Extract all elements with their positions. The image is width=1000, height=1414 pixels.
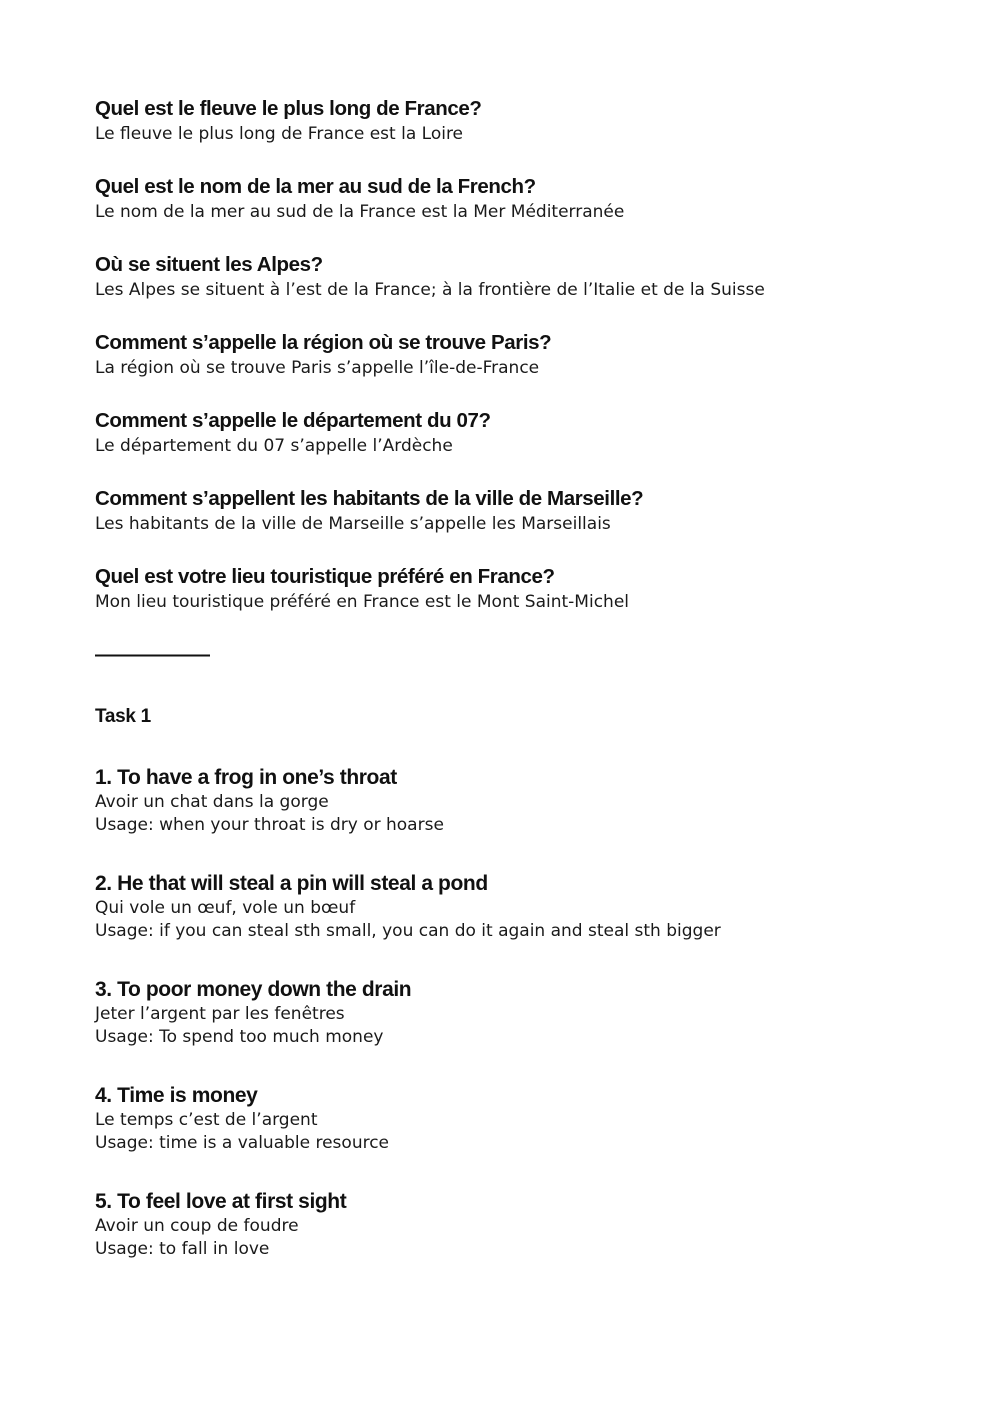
idiom-title: 2. He that will steal a pin will steal a pond (95, 872, 488, 895)
answer-text: Mon lieu touristique préféré en France est le Mont Saint-Michel (95, 592, 629, 612)
idiom-title: 1. To have a frog in one’s throat (95, 766, 397, 789)
idiom-title: 4. Time is money (95, 1084, 258, 1107)
qa-item (95, 486, 955, 536)
task-title: Task 1 (95, 706, 151, 727)
idiom-list (95, 764, 955, 1261)
qa-item (95, 96, 955, 146)
idiom-usage: Usage: when your throat is dry or hoarse (95, 815, 444, 835)
section-divider: —————— (95, 644, 209, 666)
idiom-usage: Usage: if you can steal sth small, you can do it again and steal sth bigger (95, 921, 721, 941)
idiom-usage: Usage: to fall in love (95, 1239, 270, 1259)
idiom-item (95, 1188, 955, 1261)
idiom-french: Avoir un coup de foudre (95, 1216, 299, 1236)
idiom-french: Le temps c’est de l’argent (95, 1110, 318, 1130)
idiom-item (95, 976, 955, 1049)
qa-item (95, 252, 955, 302)
idiom-item (95, 1082, 955, 1155)
answer-text: Le département du 07 s’appelle l’Ardèche (95, 436, 453, 456)
question-heading: Où se situent les Alpes? (95, 253, 323, 276)
qa-item (95, 174, 955, 224)
qa-item (95, 330, 955, 380)
document-page (95, 96, 955, 1294)
question-heading: Quel est le nom de la mer au sud de la French? (95, 175, 536, 198)
answer-text: Les Alpes se situent à l’est de la France; à la frontière de l’Italie et de la Suisse (95, 280, 765, 300)
qa-item (95, 408, 955, 458)
idiom-item (95, 764, 955, 837)
idiom-usage: Usage: time is a valuable resource (95, 1133, 390, 1153)
answer-text: Le fleuve le plus long de France est la Loire (95, 124, 464, 144)
qa-item (95, 564, 955, 614)
idiom-french: Avoir un chat dans la gorge (95, 792, 329, 812)
answer-text: Les habitants de la ville de Marseille s’appelle les Marseillais (95, 514, 611, 534)
idiom-french: Qui vole un œuf, vole un bœuf (95, 898, 356, 918)
idiom-title: 5. To feel love at first sight (95, 1190, 347, 1213)
question-heading: Comment s’appelle le département du 07? (95, 409, 491, 432)
question-heading: Quel est votre lieu touristique préféré en France? (95, 565, 555, 588)
answer-text: La région où se trouve Paris s’appelle l’île-de-France (95, 358, 540, 378)
question-heading: Quel est le fleuve le plus long de France? (95, 97, 482, 120)
question-heading: Comment s’appelle la région où se trouve Paris? (95, 331, 552, 354)
idiom-usage: Usage: To spend too much money (95, 1027, 384, 1047)
idiom-title: 3. To poor money down the drain (95, 978, 412, 1001)
question-heading: Comment s’appellent les habitants de la ville de Marseille? (95, 487, 644, 510)
answer-text: Le nom de la mer au sud de la France est la Mer Méditerranée (95, 202, 625, 222)
idiom-item (95, 870, 955, 943)
idiom-french: Jeter l’argent par les fenêtres (95, 1004, 345, 1024)
